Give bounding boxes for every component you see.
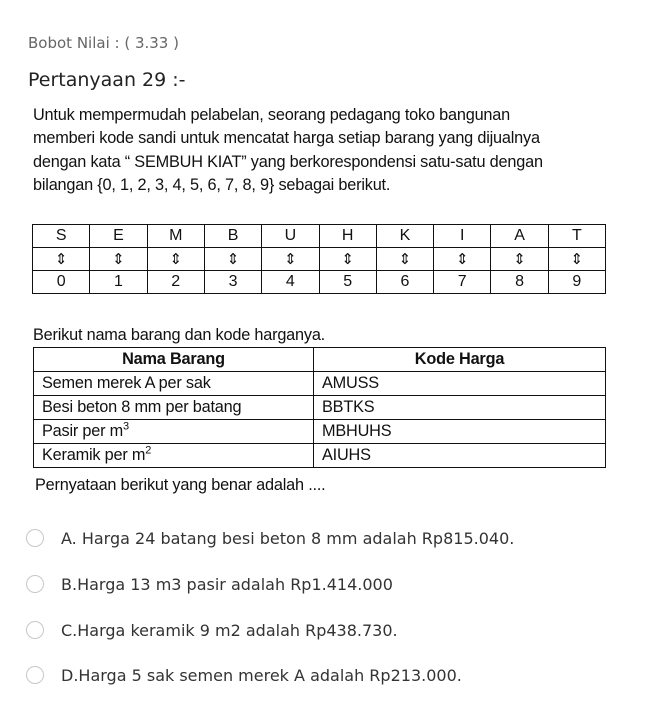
double-arrow-icon: ⇕	[491, 248, 548, 271]
question-line: dengan kata “ SEMBUH KIAT” yang berkorespondensi satu-satu dengan	[33, 152, 543, 171]
digit-cell: 5	[319, 271, 376, 294]
letter-cell: K	[376, 225, 433, 248]
digit-cell: 0	[33, 271, 90, 294]
item-name-cell: Keramik per $m^2$	[34, 444, 314, 468]
digit-cell: 8	[491, 271, 548, 294]
item-name-cell: Semen merek A per sak	[34, 372, 314, 396]
items-caption: Berikut nama barang dan kode harganya.	[33, 326, 325, 344]
code-mapping-table	[32, 224, 606, 294]
letter-cell: E	[90, 225, 147, 248]
item-name-cell: Besi beton 8 mm per batang	[34, 396, 314, 420]
radio-button[interactable]	[26, 666, 44, 684]
item-name-cell: Pasir per $m^3$	[34, 420, 314, 444]
option-c[interactable]	[26, 616, 606, 644]
radio-button[interactable]	[26, 621, 44, 639]
price-code-cell: AIUHS	[314, 444, 606, 468]
table-row	[34, 396, 606, 420]
question-prompt: Pernyataan berikut yang benar adalah ....	[35, 476, 326, 494]
option-b[interactable]	[26, 570, 606, 598]
question-text	[33, 104, 618, 197]
column-header-item-name: Nama Barang	[34, 348, 314, 372]
score-weight: Bobot Nilai : ( 3.33 )	[28, 34, 179, 52]
question-line: memberi kode sandi untuk mencatat harga setiap barang yang dijualnya	[33, 129, 540, 148]
question-line: bilangan {0, 1, 2, 3, 4, 5, 6, 7, 8, 9} sebagai berikut.	[33, 175, 391, 194]
unit-exponent: 3	[123, 420, 129, 433]
double-arrow-icon: ⇕	[147, 248, 204, 271]
price-code-cell: BBTKS	[314, 396, 606, 420]
double-arrow-icon: ⇕	[434, 248, 491, 271]
double-arrow-icon: ⇕	[33, 248, 90, 271]
table-row	[34, 420, 606, 444]
double-arrow-icon: ⇕	[548, 248, 605, 271]
letter-cell: M	[147, 225, 204, 248]
price-code-cell: MBHUHS	[314, 420, 606, 444]
letter-cell: B	[204, 225, 261, 248]
table-row	[34, 444, 606, 468]
unit-exponent: 2	[145, 444, 152, 457]
digit-cell: 2	[147, 271, 204, 294]
double-arrow-icon: ⇕	[204, 248, 261, 271]
letter-cell: S	[33, 225, 90, 248]
double-arrow-icon: ⇕	[90, 248, 147, 271]
digit-cell: 9	[548, 271, 605, 294]
question-title: Pertanyaan 29 :-	[28, 69, 186, 91]
digit-cell: 4	[262, 271, 319, 294]
letter-cell: A	[491, 225, 548, 248]
price-code-cell: AMUSS	[314, 372, 606, 396]
option-d[interactable]	[26, 661, 606, 689]
double-arrow-icon: ⇕	[376, 248, 433, 271]
table-header-row	[34, 348, 606, 372]
radio-button[interactable]	[26, 575, 44, 593]
letters-row	[33, 225, 606, 248]
double-arrow-icon: ⇕	[262, 248, 319, 271]
letter-cell: T	[548, 225, 605, 248]
double-arrow-icon: ⇕	[319, 248, 376, 271]
digit-cell: 7	[434, 271, 491, 294]
letter-cell: I	[434, 225, 491, 248]
option-label[interactable]: C.Harga keramik 9 m2 adalah Rp438.730.	[61, 620, 398, 640]
digit-cell: 3	[204, 271, 261, 294]
option-label[interactable]: D.Harga 5 sak semen merek A adalah Rp213.000.	[61, 665, 462, 685]
digit-cell: 1	[90, 271, 147, 294]
option-label[interactable]: A. Harga 24 batang besi beton 8 mm adalah Rp815.040.	[61, 528, 515, 548]
letter-cell: U	[262, 225, 319, 248]
option-label[interactable]: B.Harga 13 m3 pasir adalah Rp1.414.000	[61, 574, 393, 594]
question-line: Untuk mempermudah pelabelan, seorang pedagang toko bangunan	[33, 106, 510, 124]
digits-row	[33, 271, 606, 294]
option-a[interactable]	[26, 524, 606, 552]
arrows-row	[33, 248, 606, 271]
items-price-table	[33, 347, 606, 468]
table-row	[34, 372, 606, 396]
radio-button[interactable]	[26, 529, 44, 547]
column-header-price-code: Kode Harga	[314, 348, 606, 372]
letter-cell: H	[319, 225, 376, 248]
digit-cell: 6	[376, 271, 433, 294]
